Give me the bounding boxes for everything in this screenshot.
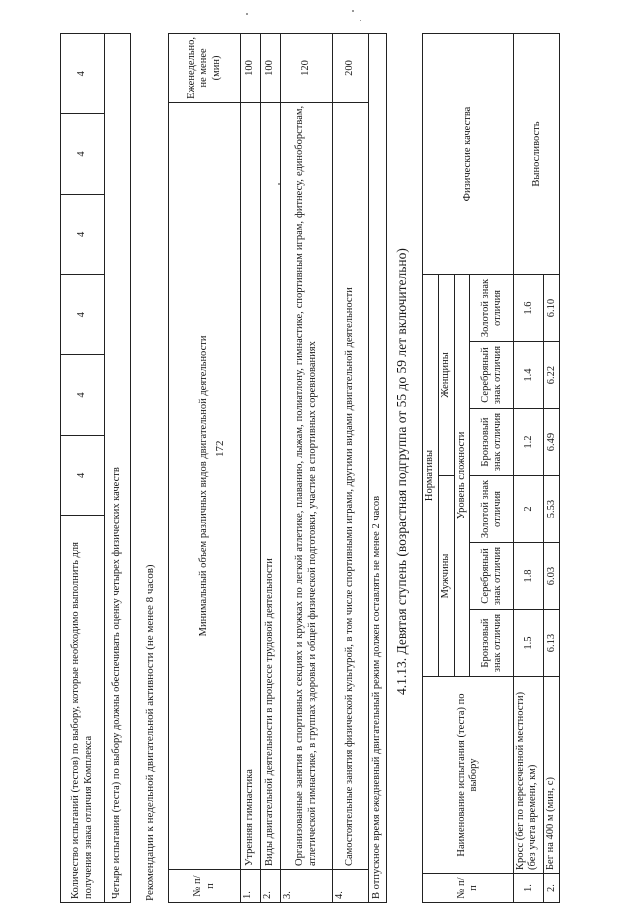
scan-speck [352,10,354,12]
header-men: Мужчины [439,476,455,677]
page-number: 172 [214,440,226,457]
table-row [105,34,131,903]
row-value: 2 [514,476,544,543]
row-num: 4. [333,870,369,903]
row-value: 6.10 [544,275,560,342]
row-value: 1.2 [514,409,544,476]
header-gold: Золотой знак отличия [470,275,514,342]
row-value: 1.6 [514,275,544,342]
table-row [281,34,333,903]
table-header-row [423,34,439,903]
scan-speck [360,20,361,21]
table-cell-value: 4 [61,114,105,194]
table-row [514,34,544,903]
header-num: № п/п [169,870,241,903]
scan-speck [246,13,248,15]
table-cell-note: Четыре испытания (теста) по выбору должны обеспечивать оценку четырех физических качеств [105,34,131,903]
row-value: 6.49 [544,409,560,476]
row-physical-quality: Выносливость [514,34,560,275]
table-footer-row [369,34,387,903]
header-bronze: Бронзовый знак отличия [470,610,514,677]
row-value: 6.03 [544,543,560,610]
row-value: 5.53 [544,476,560,543]
row-value: 1.5 [514,610,544,677]
row-num: 1. [514,874,544,903]
table-weekly-activity [168,33,387,903]
table-cell-value: 4 [61,194,105,274]
header-silver: Серебряный знак отличия [470,543,514,610]
table-row [61,34,105,903]
header-silver: Серебряный знак отличия [470,342,514,409]
header-women: Женщины [439,275,455,476]
footer-note: В отпускное время ежедневный двигательный режим должен составлять не менее 2 часов [369,34,387,903]
row-num: 2. [544,874,560,903]
row-activity: Организованные занятия в спортивных секциях и кружках по легкой атлетике, плаванию, лыжам, полиатлону, гимнастике, спортивным играм, фитнесу, единоборствам, атлетической гимнастике, в группах здоровья и общей физической подготовки, участие в спортивных соревнованиях [281,102,333,869]
table-header-row [169,34,241,903]
section-title: 4.1.13. Девятая ступень (возрастная подгруппа от 55 до 59 лет включительно) [394,248,409,695]
table-cell-value: 4 [61,275,105,355]
scan-speck [278,183,280,185]
row-test-name: Кросс (бег по пересеченной местности) (без учета времени, км) [514,677,544,874]
table-cell-value: 4 [61,34,105,114]
row-minutes: 100 [241,34,261,103]
row-minutes: 100 [261,34,281,103]
header-difficulty-level: Уровень сложности [455,275,470,677]
header-num: № п/п [423,874,514,903]
table-complex-tests-count [60,33,131,903]
row-value: 1.4 [514,342,544,409]
header-bronze: Бронзовый знак отличия [470,409,514,476]
table-row [333,34,369,903]
row-minutes: 120 [281,34,333,103]
recommendation-caption: Рекомендации к недельной двигательной активности (не менее 8 часов) [144,564,156,901]
header-gold: Золотой знак отличия [470,476,514,543]
row-test-name: Бег на 400 м (мин, с) [544,677,560,874]
row-value: 6.13 [544,610,560,677]
table-row [241,34,261,903]
row-minutes: 200 [333,34,369,103]
header-norms: Нормативы [423,275,439,677]
header-weekly-min: Еженедельно, не менее (мин) [169,34,241,103]
header-physical-quality: Физические качества [423,34,514,275]
row-activity: Виды двигательной деятельности в процессе трудовой деятельности [261,102,281,869]
row-activity: Утренняя гимнастика [241,102,261,869]
row-value: 1.8 [514,543,544,610]
row-num: 2. [261,870,281,903]
table-cell-value: 4 [61,355,105,435]
table-stage-nine-norms [422,33,560,903]
row-value: 6.22 [544,342,560,409]
row-activity: Самостоятельные занятия физической культурой, в том числе спортивными играми, другими видами двигательной деятельности [333,102,369,869]
row-num: 3. [281,870,333,903]
table-cell-label: Количество испытаний (тестов) по выбору, которые необходимо выполнить для получения знака отличия Комплекса [61,516,105,903]
row-num: 1. [241,870,261,903]
table-cell-value: 4 [61,435,105,515]
table-row [261,34,281,903]
header-activity: Минимальный объем различных видов двигательной деятельности [169,102,241,869]
header-test-name: Наименование испытания (теста) по выбору [423,677,514,874]
